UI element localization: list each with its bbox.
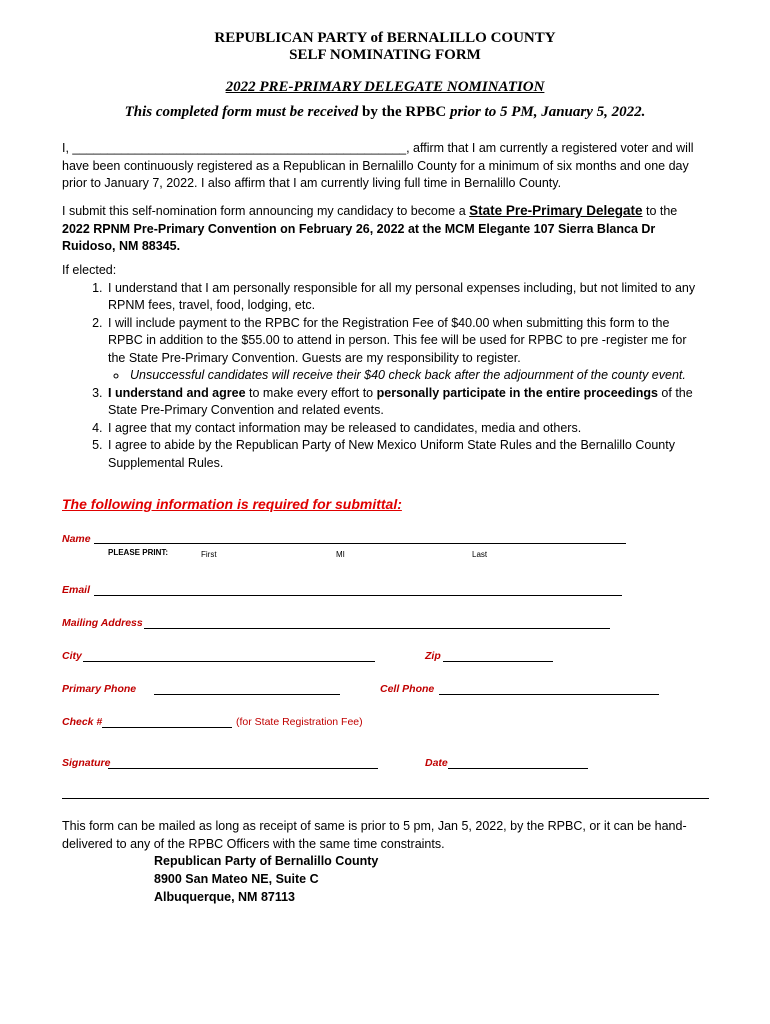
form-subtitle: 2022 PRE-PRIMARY DELEGATE NOMINATION xyxy=(225,79,545,95)
deadline-line: This completed form must be received by the RPBC prior to 5 PM, January 5, 2022. xyxy=(124,104,646,120)
mailing-address-block xyxy=(154,852,378,906)
city-field[interactable] xyxy=(83,661,375,662)
check-note: (for State Registration Fee) xyxy=(236,716,363,728)
name-label: Name xyxy=(62,533,91,545)
date-field[interactable] xyxy=(448,768,588,769)
primary-phone-field[interactable] xyxy=(154,694,340,695)
please-print-label: PLEASE PRINT: xyxy=(108,548,169,557)
list-item: 1. I understand that I am personally responsible for all my personal expenses including, but not limited to any RPNM fees, travel, food, lodging, etc. xyxy=(106,280,707,315)
required-info-heading: The following information is required for submittal: xyxy=(62,496,402,512)
name-field[interactable] xyxy=(94,543,626,544)
signature-label: Signature xyxy=(62,757,111,769)
convention-venue: 2022 RPNM Pre-Primary Convention on February 26, 2022 at the MCM Elegante 107 Sierra Blanca Dr Ruidoso, NM 88345. xyxy=(62,221,656,253)
mailing-address-field[interactable] xyxy=(144,628,610,629)
list-item: 4. I agree that my contact information may be released to candidates, media and others. xyxy=(106,420,707,438)
candidacy-paragraph: I submit this self-nomination form announcing my candidacy to become a State Pre-Primary Delegate to the 2022 RPNM Pre-Primary Convention on February 26, 2022 at the MCM Elegante 107 Sierra Blanca Dr Ruidoso, NM 88345. xyxy=(62,203,678,253)
address-line: Albuquerque, NM 87113 xyxy=(154,890,296,904)
mailing-address-label: Mailing Address xyxy=(62,617,143,629)
list-item: 2. I will include payment to the RPBC for the Registration Fee of $40.00 when submitting this form to the RPBC in addition to the $55.00 to attend in person. This fee will be used for RPBC to pre -register me for the State Pre-Primary Convention. Guests are my responsibility to register. ◦ Unsuccessful candidates will receive their $40 check back after the adjournment of the county event. xyxy=(106,315,707,385)
list-item: 5. I agree to abide by the Republican Party of New Mexico Uniform State Rules and the Bernalillo County Supplemental Rules. xyxy=(106,437,707,472)
check-number-label: Check # xyxy=(62,716,103,728)
date-label: Date xyxy=(425,757,448,769)
city-label: City xyxy=(62,650,82,662)
if-elected-section xyxy=(62,262,707,472)
email-label: Email xyxy=(62,584,91,596)
list-item: 3. I understand and agree to make every effort to personally participate in the entire proceedings of the State Pre-Primary Convention and related events. xyxy=(106,385,707,420)
address-line: 8900 San Mateo NE, Suite C xyxy=(154,872,319,886)
address-line: Republican Party of Bernalillo County xyxy=(154,854,379,868)
cell-phone-field[interactable] xyxy=(439,694,659,695)
conditions-list xyxy=(62,280,707,473)
zip-field[interactable] xyxy=(443,661,553,662)
affirmation-paragraph: I, ________________________________________________, affirm that I am currently a registered voter and will have been continuously registered as a Republican in Bernalillo County for a minimum of six months and one day prior to January 7, 2022. I also affirm that I am currently living full time in Bernalillo County. xyxy=(62,141,694,190)
delegate-role: State Pre-Primary Delegate xyxy=(469,203,643,218)
cell-phone-label: Cell Phone xyxy=(380,683,435,695)
first-name-label: First xyxy=(201,550,217,559)
signature-field[interactable] xyxy=(108,768,378,769)
form-title xyxy=(0,30,770,64)
middle-initial-label: MI xyxy=(336,550,345,559)
mailing-instructions: This form can be mailed as long as receipt of same is prior to 5 pm, Jan 5, 2022, by the RPBC, or it can be hand-delivered to any of the RPBC Officers with the same time constraints. xyxy=(62,819,687,851)
email-field[interactable] xyxy=(94,595,622,596)
zip-label: Zip xyxy=(425,650,441,662)
list-item: ◦ Unsuccessful candidates will receive their $40 check back after the adjournment of the county event. xyxy=(128,367,707,385)
divider xyxy=(62,798,709,799)
last-name-label: Last xyxy=(472,550,488,559)
primary-phone-label: Primary Phone xyxy=(62,683,137,695)
refund-note xyxy=(108,367,707,385)
if-elected-heading: If elected: xyxy=(62,263,117,277)
check-number-field[interactable] xyxy=(102,727,232,728)
org-name: REPUBLICAN PARTY of BERNALILLO COUNTY xyxy=(214,30,556,46)
form-name: SELF NOMINATING FORM xyxy=(289,47,481,63)
